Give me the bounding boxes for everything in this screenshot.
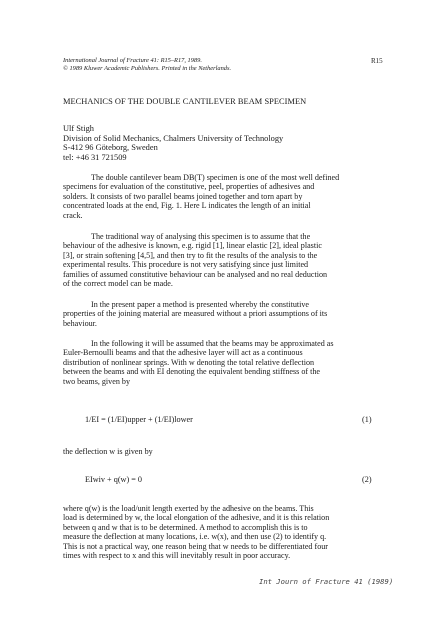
author-name: Ulf Stigh: [63, 124, 94, 133]
text-line: solders. It consists of two parallel beams joined together and torn apart by: [63, 191, 303, 201]
paragraph-2: [63, 232, 383, 288]
paper-title: MECHANICS OF THE DOUBLE CANTILEVER BEAM SPECIMEN: [63, 97, 307, 106]
equation-1-number: (1): [362, 415, 372, 424]
text-line: The double cantilever beam DB(T) specimen is one of the most well defined: [91, 173, 340, 182]
paragraph-3: [63, 300, 383, 328]
text-line: load is determined by w, the local elongation of the adhesive, and it is this relation: [63, 513, 330, 523]
text-line: In the following it will be assumed that the beams may be approximated as: [91, 339, 334, 348]
author-block: [63, 124, 283, 162]
text-line: distribution of nonlinear springs. With w denoting the total relative deflection: [63, 357, 315, 367]
text-line: behaviour of the adhesive is known, e.g. rigid [1], linear elastic [2], ideal plastic: [63, 241, 322, 251]
text-line: The traditional way of analysing this specimen is to assume that the: [91, 232, 311, 241]
text-line: experimental results. This procedure is not very satisfying since just limited: [63, 260, 309, 270]
equation-2: EIwiv + q(w) = 0: [85, 475, 142, 484]
text-line: between q and w that is to be determined. A method to accomplish this is to: [63, 522, 308, 532]
page-number: R15: [371, 57, 383, 65]
text-line: where q(w) is the load/unit length exerted by the adhesive on the beams. This: [63, 504, 314, 513]
text-line: specimens for evaluation of the constitutive, peel, properties of adhesives and: [63, 182, 315, 192]
text-line: measure the deflection at many locations, i.e. w(x), and then use (2) to identify q.: [63, 532, 327, 542]
text-line: families of assumed constitutive behaviour can be analysed and no real deduction: [63, 269, 328, 279]
copyright-line: © 1989 Kluwer Academic Publishers. Printed in the Netherlands.: [63, 65, 232, 72]
text-line: In the present paper a method is presented whereby the constitutive: [91, 300, 310, 309]
paragraph-6: [63, 504, 383, 560]
author-address: S-412 96 Göteborg, Sweden: [63, 143, 158, 153]
paragraph-4: [63, 339, 383, 386]
text-line: Euler-Bernoulli beams and that the adhesive layer will act as a continuous: [63, 348, 303, 358]
text-line: behaviour.: [63, 318, 97, 328]
author-tel: tel: +46 31 721509: [63, 152, 127, 162]
author-affiliation: Division of Solid Mechanics, Chalmers University of Technology: [63, 133, 284, 143]
paragraph-1: [63, 173, 383, 220]
text-line: between the beams and with EI denoting the equivalent bending stiffness of the: [63, 367, 320, 377]
journal-citation: International Journal of Fracture 41: R15–R17, 1989.: [63, 57, 202, 64]
text-line: times with respect to x and this will inevitably result in poor accuracy.: [63, 550, 291, 560]
paragraph-5: [63, 447, 383, 456]
text-line: concentrated loads at the end, Fig. 1. Here L indicates the length of an initial: [63, 201, 311, 211]
text-line: crack.: [63, 210, 83, 220]
text-line: properties of the joining material are measured without a priori assumptions of its: [63, 309, 328, 319]
text-line: two beams, given by: [63, 376, 130, 386]
text-line: of the correct model can be made.: [63, 278, 173, 288]
footer-citation: Int Journ of Fracture 41 (1989): [259, 577, 394, 586]
text-line: [3], or strain softening [4,5], and then try to fit the results of the analysis to the: [63, 250, 318, 260]
text-line: the deflection w is given by: [63, 447, 153, 456]
equation-1: 1/EI = (1/EI)upper + (1/EI)lower: [85, 415, 193, 424]
journal-header: [63, 57, 231, 73]
equation-2-number: (2): [362, 475, 372, 484]
text-line: This is not a practical way, one reason being that w needs to be differentiated four: [63, 541, 328, 551]
